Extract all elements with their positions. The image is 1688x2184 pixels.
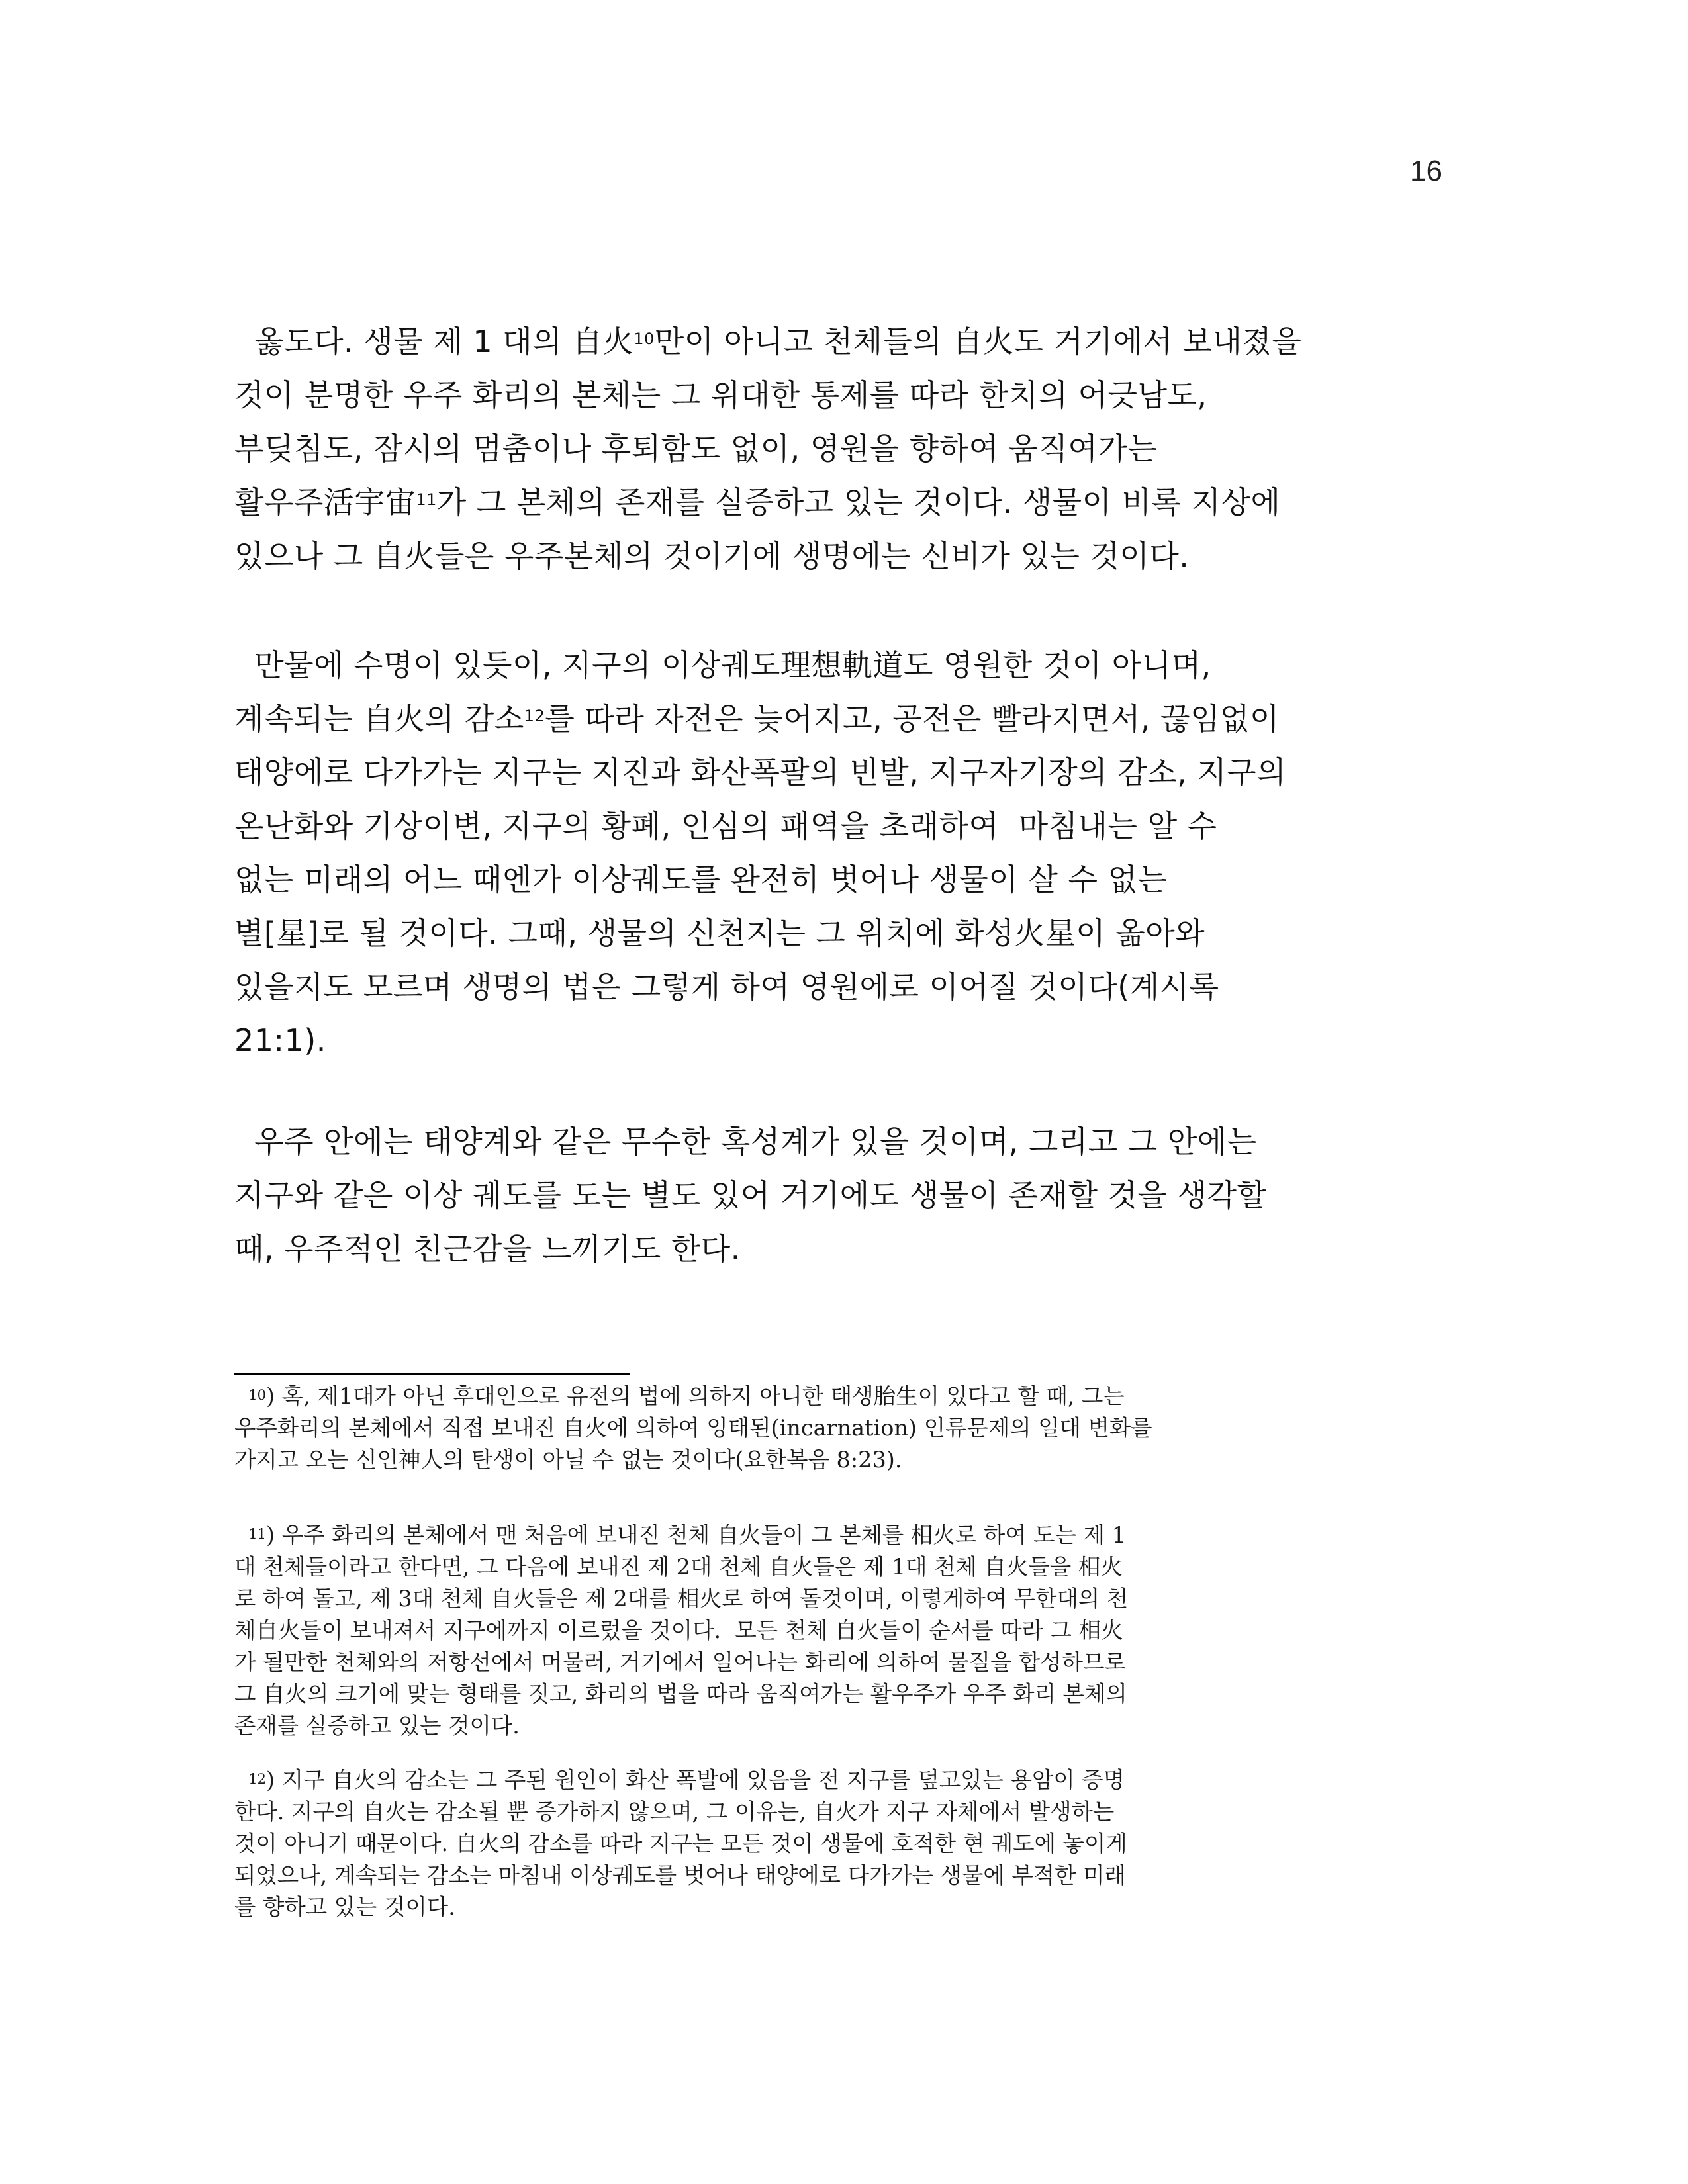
paragraph-3 bbox=[234, 1115, 1452, 1276]
p1-line-4a: 활우주活宇宙 bbox=[234, 484, 416, 520]
footnote-ref-12: 12 bbox=[524, 707, 545, 725]
p3-line-1: 우주 안에는 태양계와 같은 무수한 혹성계가 있을 것이며, 그리고 그 안에는 bbox=[234, 1124, 1257, 1160]
footnote-separator bbox=[234, 1373, 630, 1375]
p2-line-6: 별[星]로 될 것이다. 그때, 생물의 신천지는 그 위치에 화성火星이 옮아와 bbox=[234, 915, 1205, 951]
footnote-10-number: 10 bbox=[248, 1387, 267, 1403]
footnote-12-text: ) 지구 自火의 감소는 그 주된 원인이 화산 폭발에 있음을 전 지구를 덮고있는 용암이 증명 한다. 지구의 自火는 감소될 뿐 증가하지 않으며, 그 이유는, 自火가 지구 자체에서 발생하는 것이 아니기 때문이다. 自火의 감소를 따라 지구는 모든 것이 생물에 호적한 현 궤도에 놓이게 되었으나, 계속되는 감소는 마침내 이상궤도를 벗어나 태양에로 다가가는 생물에 부적한 미래 를 향하고 있는 것이다. bbox=[234, 1767, 1127, 1920]
p2-line-2b: 를 따라 자전은 늦어지고, 공전은 빨라지면서, 끊임없이 bbox=[545, 701, 1280, 737]
p1-line-1b: 만이 아니고 천체들의 自火도 거기에서 보내졌을 bbox=[654, 324, 1302, 359]
paragraph-1 bbox=[234, 315, 1452, 583]
footnote-10-text: ) 혹, 제1대가 아닌 후대인으로 유전의 법에 의하지 아니한 태생胎生이 있다고 할 때, 그는 우주화리의 본체에서 직접 보내진 自火에 의하여 잉태된(incarnation) 인류문제의 일대 변화를 가지고 오는 신인神人의 탄생이 아닐 수 없는 것이다(요한복음 8:23). bbox=[234, 1383, 1152, 1473]
footnote-11 bbox=[234, 1520, 1450, 1742]
footnote-12 bbox=[234, 1764, 1450, 1923]
p2-line-3: 태양에로 다가가는 지구는 지진과 화산폭팔의 빈발, 지구자기장의 감소, 지구의 bbox=[234, 754, 1287, 790]
footnote-12-number: 12 bbox=[248, 1771, 267, 1787]
page-number: 16 bbox=[1410, 155, 1442, 187]
p2-line-7: 있을지도 모르며 생명의 법은 그렇게 하여 영원에로 이어질 것이다(계시록 bbox=[234, 969, 1219, 1005]
p2-line-4: 온난화와 기상이변, 지구의 황폐, 인심의 패역을 초래하여 마침내는 알 수 bbox=[234, 808, 1217, 844]
p1-line-4b: 가 그 본체의 존재를 실증하고 있는 것이다. 생물이 비록 지상에 bbox=[436, 484, 1281, 520]
p2-line-5: 없는 미래의 어느 때엔가 이상궤도를 완전히 벗어나 생물이 살 수 없는 bbox=[234, 862, 1168, 897]
p2-line-2a: 계속되는 自火의 감소 bbox=[234, 701, 524, 737]
paragraph-2 bbox=[234, 639, 1452, 1068]
p3-line-3: 때, 우주적인 친근감을 느끼기도 한다. bbox=[234, 1231, 741, 1267]
p1-line-1a: 옳도다. 생물 제 1 대의 自火 bbox=[234, 324, 634, 359]
footnote-ref-10: 10 bbox=[633, 330, 655, 348]
footnote-11-number: 11 bbox=[248, 1526, 267, 1542]
p2-line-8: 21:1). bbox=[234, 1023, 326, 1058]
p3-line-2: 지구와 같은 이상 궤도를 도는 별도 있어 거기에도 생물이 존재할 것을 생각할 bbox=[234, 1177, 1267, 1213]
footnote-11-text: ) 우주 화리의 본체에서 맨 처음에 보내진 천체 自火들이 그 본체를 相火로 하여 도는 제 1 대 천체들이라고 한다면, 그 다음에 보내진 제 2대 천체 自火들은 제 1대 천체 自火들을 相火 로 하여 돌고, 제 3대 천체 自火들은 제 2대를 相火로 하여 돌것이며, 이렇게하여 무한대의 천 체自火들이 보내져서 지구에까지 이르렀을 것이다. 모든 천체 自火들이 순서를 따라 그 相火 가 될만한 천체와의 저항선에서 머물러, 거기에서 일어나는 화리에 의하여 물질을 합성하므로 그 自火의 크기에 맞는 형태를 짓고, 화리의 법을 따라 움직여가는 활우주가 우주 화리 본체의 존재를 실증하고 있는 것이다. bbox=[234, 1522, 1129, 1739]
p2-line-1: 만물에 수명이 있듯이, 지구의 이상궤도理想軌道도 영원한 것이 아니며, bbox=[234, 647, 1211, 683]
p1-line-2: 것이 분명한 우주 화리의 본체는 그 위대한 통제를 따라 한치의 어긋남도, bbox=[234, 377, 1207, 413]
footnote-10 bbox=[234, 1381, 1450, 1476]
p1-line-3: 부딪침도, 잠시의 멈춤이나 후퇴함도 없이, 영원을 향하여 움직여가는 bbox=[234, 431, 1158, 467]
p1-line-5: 있으나 그 自火들은 우주본체의 것이기에 생명에는 신비가 있는 것이다. bbox=[234, 538, 1190, 574]
footnote-ref-11: 11 bbox=[416, 490, 437, 509]
